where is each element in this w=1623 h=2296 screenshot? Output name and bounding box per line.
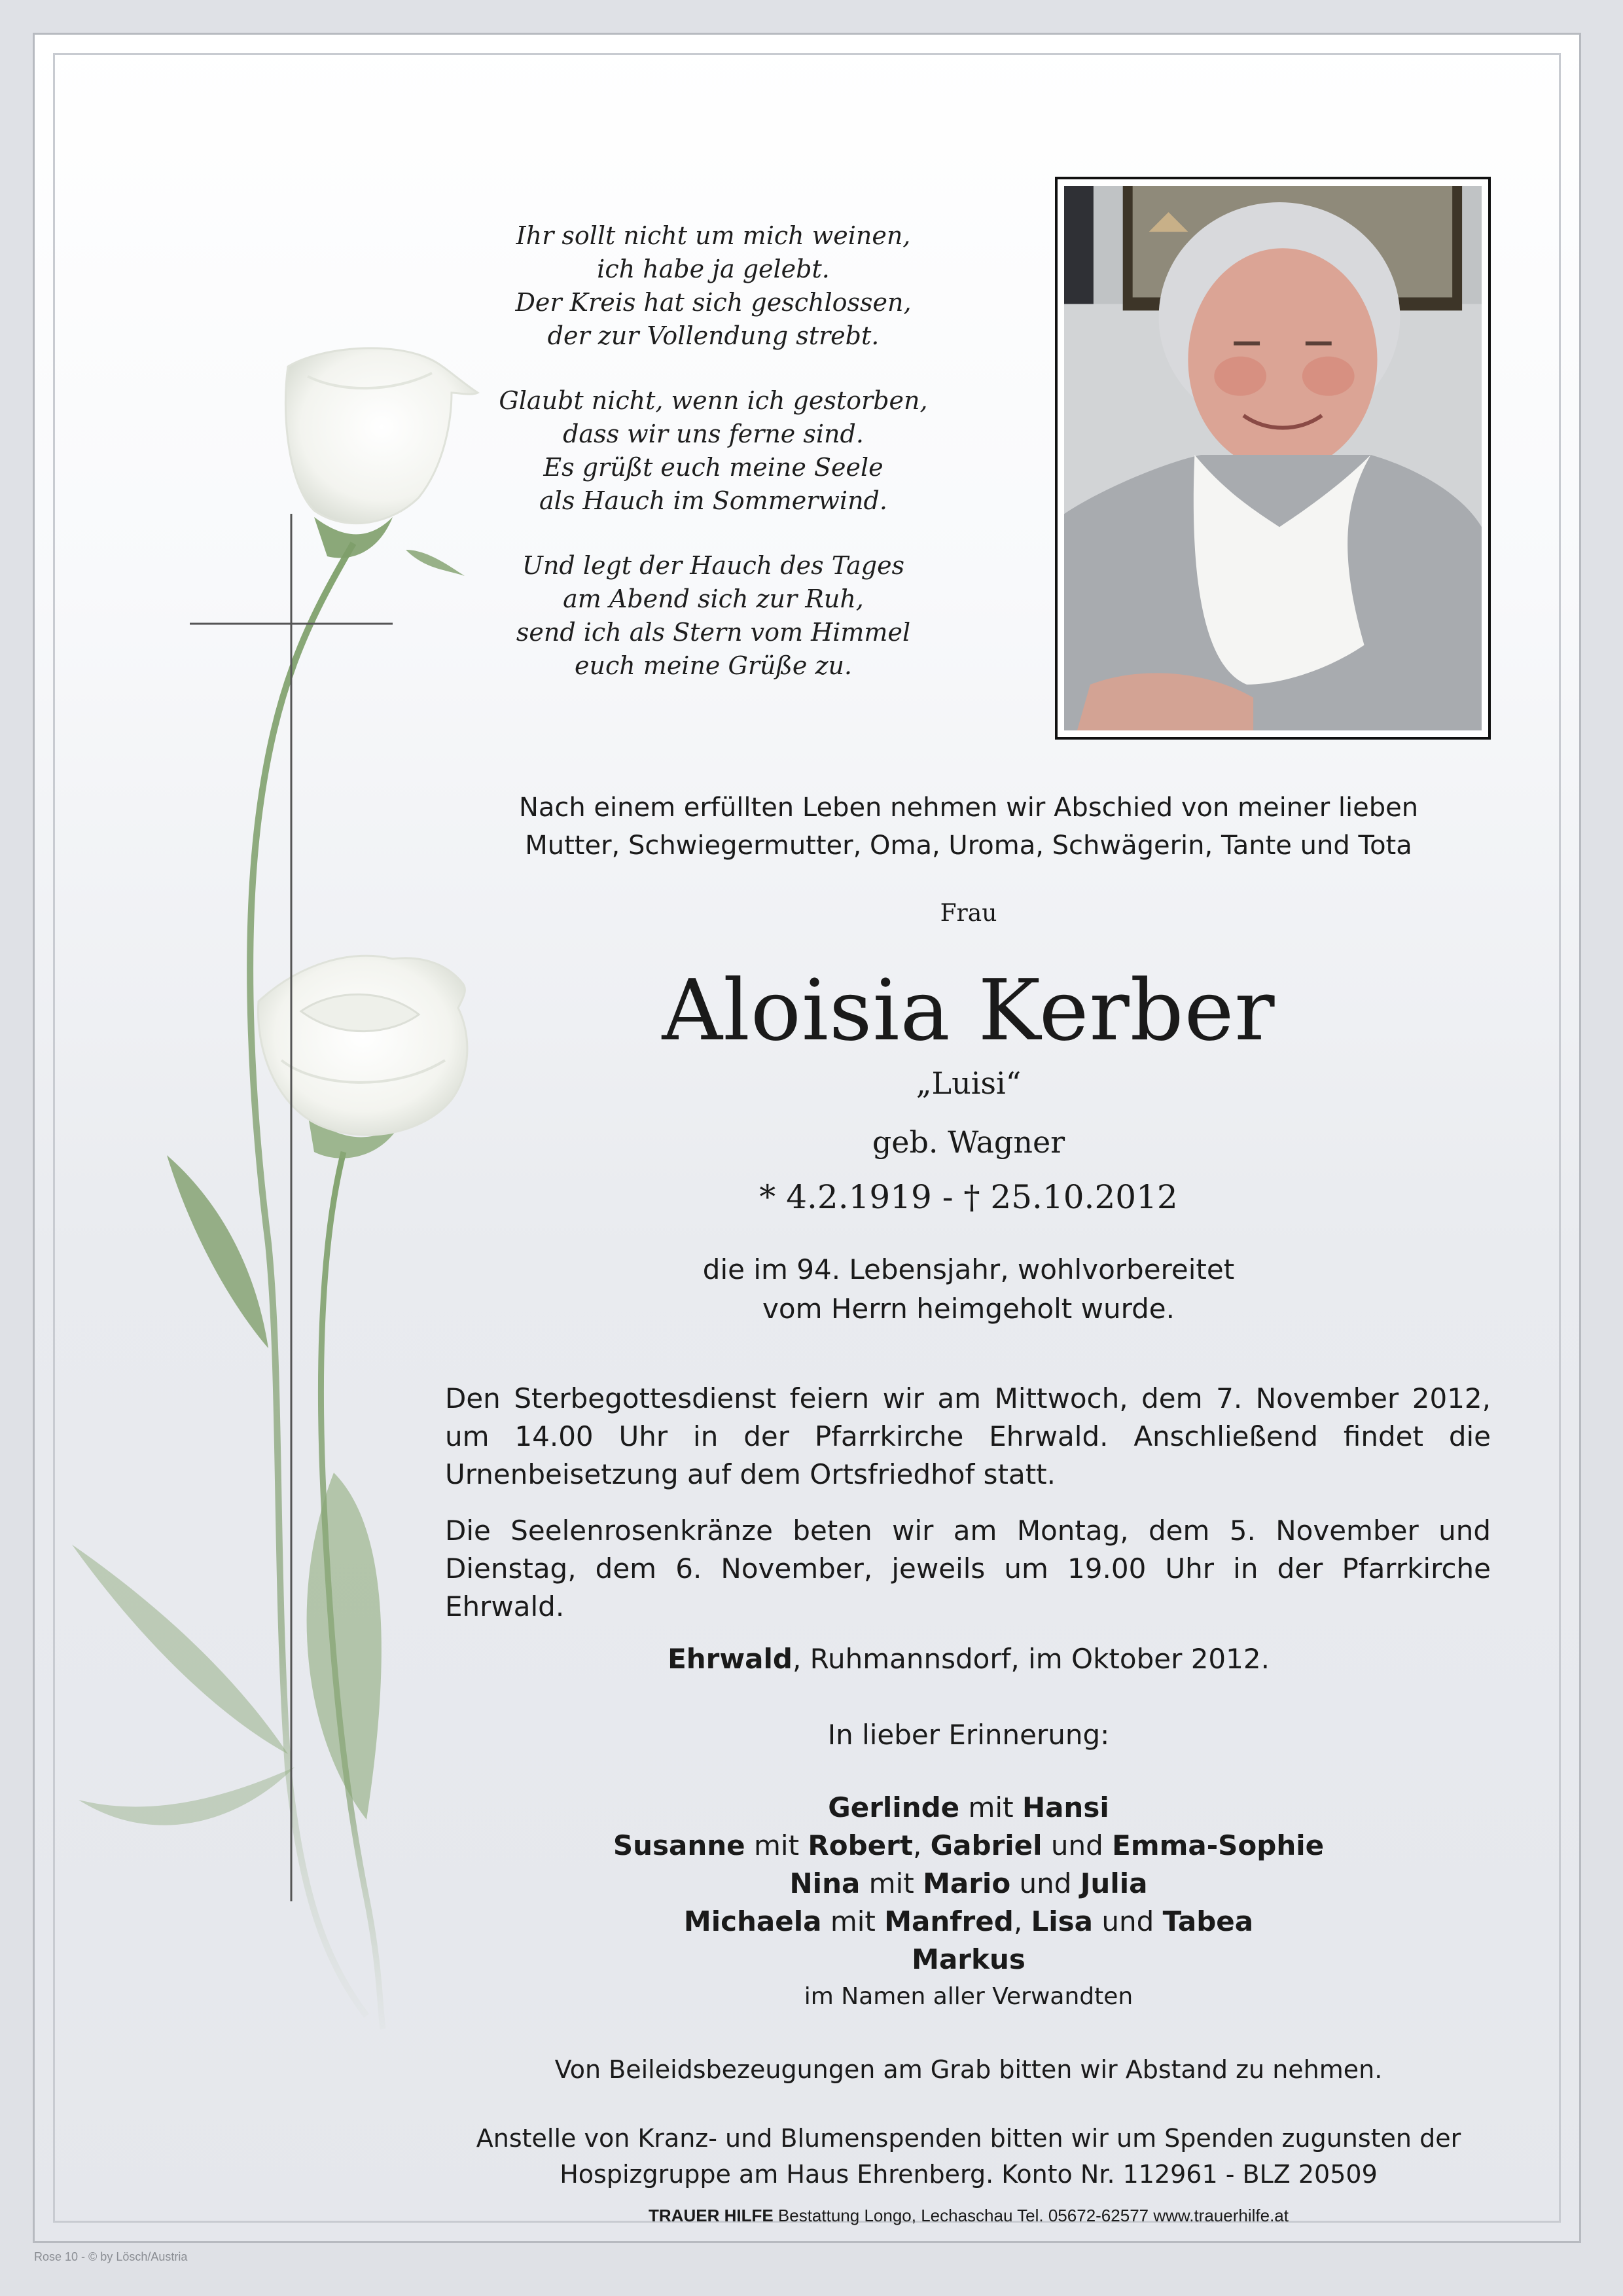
poem-line: als Hauch im Sommerwind. bbox=[539, 486, 887, 515]
family-name: Julia bbox=[1080, 1867, 1148, 1899]
portrait-photo-frame bbox=[1055, 177, 1491, 740]
family-connector: mit bbox=[821, 1905, 885, 1937]
family-name: Gabriel bbox=[930, 1829, 1043, 1861]
poem-line: am Abend sich zur Ruh, bbox=[563, 584, 864, 613]
poem-line: ich habe ja gelebt. bbox=[597, 255, 830, 283]
family-name: Michaela bbox=[683, 1905, 822, 1937]
poem-line: dass wir uns ferne sind. bbox=[563, 420, 864, 448]
place-rest: , Ruhmannsdorf, im Oktober 2012. bbox=[792, 1643, 1270, 1675]
age-text bbox=[445, 1250, 1492, 1329]
condolence-note: Von Beileidsbezeugungen am Grab bitten wir Abstand zu nehmen. bbox=[554, 2055, 1383, 2084]
family-line bbox=[445, 1827, 1492, 1865]
poem-stanza bbox=[497, 219, 929, 353]
family-name: Gerlinde bbox=[828, 1791, 960, 1823]
family-connector: und bbox=[1093, 1905, 1163, 1937]
family-connector: , bbox=[912, 1829, 931, 1861]
family-line bbox=[445, 1941, 1492, 1979]
poem-line: Es grüßt euch meine Seele bbox=[543, 453, 883, 482]
family-name: Tabea bbox=[1162, 1905, 1254, 1937]
deceased-name: Aloisia Kerber bbox=[662, 962, 1275, 1060]
poem-line: send ich als Stern vom Himmel bbox=[516, 618, 911, 647]
poem-line: euch meine Grüße zu. bbox=[574, 651, 853, 680]
family-name: Lisa bbox=[1031, 1905, 1094, 1937]
funeral-home-footer bbox=[445, 2206, 1492, 2226]
poem-line: Glaubt nicht, wenn ich gestorben, bbox=[499, 386, 928, 415]
intro-text bbox=[445, 789, 1492, 865]
title-frau: Frau bbox=[940, 900, 997, 927]
family-name: Hansi bbox=[1022, 1791, 1109, 1823]
family-name: Emma-Sophie bbox=[1112, 1829, 1325, 1861]
poem-line: Ihr sollt nicht um mich weinen, bbox=[516, 221, 911, 250]
life-dates: * 4.2.1919 - † 25.10.2012 bbox=[759, 1178, 1178, 1216]
poem bbox=[497, 219, 929, 714]
family-connector: und bbox=[1010, 1867, 1080, 1899]
family-name: Mario bbox=[923, 1867, 1011, 1899]
family-line bbox=[445, 1789, 1492, 1827]
family-connector: mit bbox=[745, 1829, 808, 1861]
footer-details: Bestattung Longo, Lechaschau Tel. 05672-62577 www.trauerhilfe.at bbox=[773, 2206, 1289, 2225]
footer-brand: TRAUER HILFE bbox=[649, 2206, 774, 2225]
image-credit: Rose 10 - © by Lösch/Austria bbox=[34, 2250, 188, 2263]
family-name: Nina bbox=[789, 1867, 861, 1899]
poem-line: Der Kreis hat sich geschlossen, bbox=[515, 288, 912, 317]
family-name: Robert bbox=[808, 1829, 913, 1861]
memory-line: In lieber Erinnerung: bbox=[827, 1719, 1110, 1751]
intro-line: Mutter, Schwiegermutter, Oma, Uroma, Schwägerin, Tante und Tota bbox=[525, 831, 1412, 861]
family-connector: und bbox=[1042, 1829, 1113, 1861]
poem-stanza bbox=[497, 384, 929, 518]
age-line: vom Herrn heimgeholt wurde. bbox=[762, 1293, 1175, 1325]
family-name: Susanne bbox=[613, 1829, 745, 1861]
poem-stanza bbox=[497, 549, 929, 683]
birth-name: geb. Wagner bbox=[872, 1124, 1065, 1160]
rosary-paragraph: Die Seelenrosenkränze beten wir am Montag, dem 5. November und Dienstag, dem 6. November, jeweils um 19.00 Uhr in der Pfarrkirche Ehrwald. bbox=[445, 1515, 1491, 1623]
deceased-nickname: „Luisi“ bbox=[916, 1066, 1022, 1101]
donation-note bbox=[445, 2121, 1492, 2193]
family-connector: , bbox=[1013, 1905, 1031, 1937]
family-list bbox=[445, 1789, 1492, 1979]
donation-line: Anstelle von Kranz- und Blumenspenden bitten wir um Spenden zugunsten der bbox=[476, 2124, 1461, 2153]
family-name: Markus bbox=[912, 1943, 1026, 1975]
poem-line: Und legt der Hauch des Tages bbox=[522, 551, 905, 580]
age-line: die im 94. Lebensjahr, wohlvorbereitet bbox=[702, 1253, 1235, 1285]
family-connector: mit bbox=[959, 1791, 1022, 1823]
place-town: Ehrwald bbox=[668, 1643, 793, 1675]
service-paragraph: Den Sterbegottesdienst feiern wir am Mittwoch, dem 7. November 2012, um 14.00 Uhr in der Pfarrkirche Ehrwald. Anschließend findet die Urnenbeisetzung auf dem Ortsfriedhof statt. bbox=[445, 1382, 1491, 1490]
poem-line: der zur Vollendung strebt. bbox=[547, 321, 880, 350]
family-name: Manfred bbox=[884, 1905, 1014, 1937]
family-line bbox=[445, 1865, 1492, 1903]
family-connector: mit bbox=[860, 1867, 923, 1899]
donation-line: Hospizgruppe am Haus Ehrenberg. Konto Nr. 112961 - BLZ 20509 bbox=[560, 2160, 1378, 2189]
relatives-line: im Namen aller Verwandten bbox=[804, 1983, 1133, 2010]
portrait-photo bbox=[1064, 186, 1482, 730]
place-date-line bbox=[445, 1643, 1492, 1675]
intro-line: Nach einem erfüllten Leben nehmen wir Abschied von meiner lieben bbox=[518, 793, 1419, 823]
family-line bbox=[445, 1903, 1492, 1941]
